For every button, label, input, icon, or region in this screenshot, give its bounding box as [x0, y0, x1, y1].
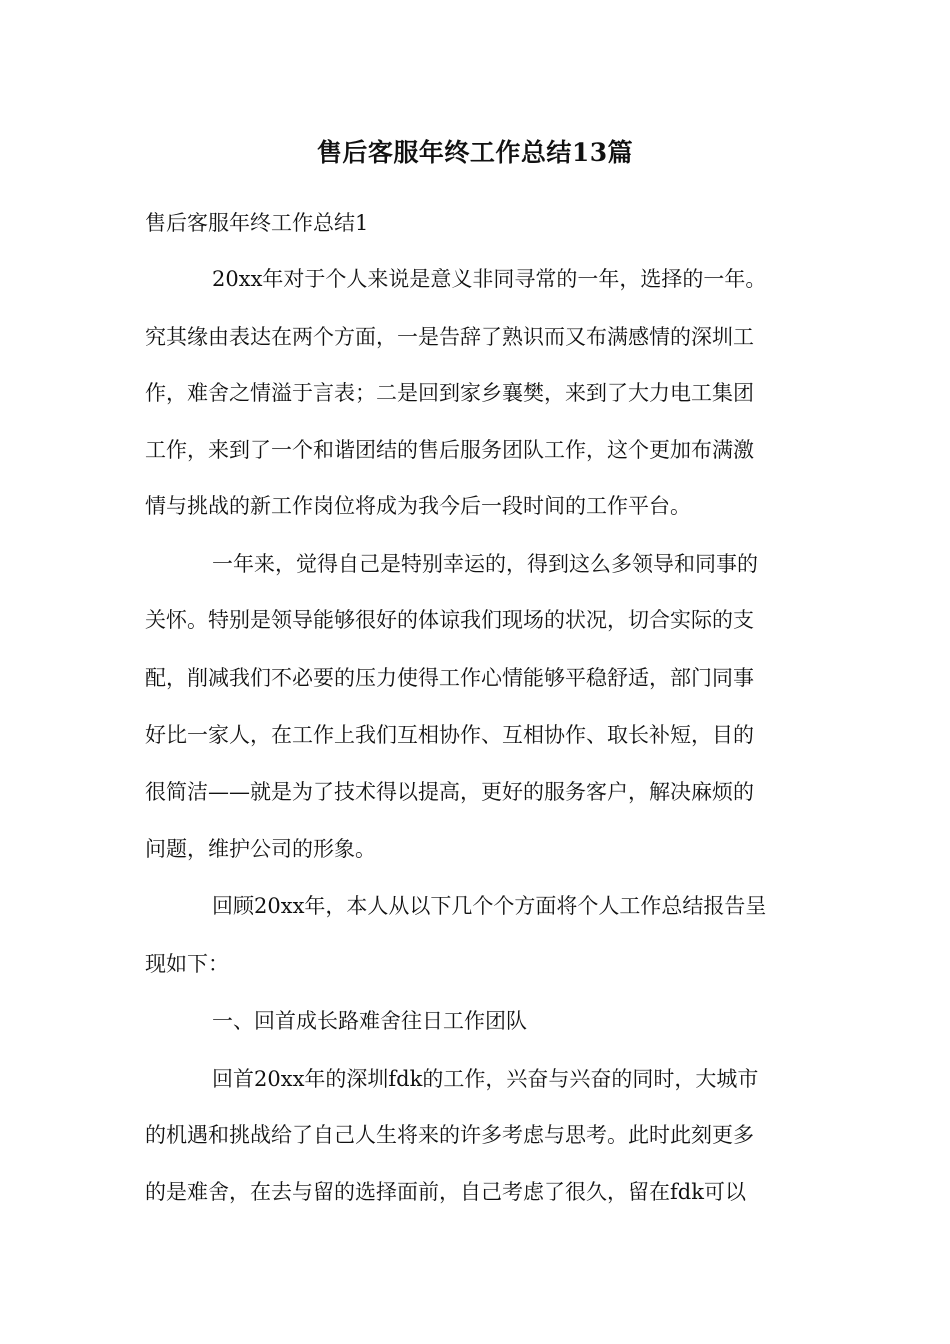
- paragraph-line: 好比一家人，在工作上我们互相协作、互相协作、取长补短，目的: [145, 723, 754, 747]
- paragraph-line: 20xx年对于个人来说是意义非同寻常的一年，选择的一年。: [212, 267, 767, 291]
- paragraph-line: 配，削减我们不必要的压力使得工作心情能够平稳舒适，部门同事: [145, 666, 754, 690]
- paragraph-line: 作，难舍之情溢于言表；二是回到家乡襄樊，来到了大力电工集团: [145, 381, 754, 405]
- paragraph-line: 工作，来到了一个和谐团结的售后服务团队工作，这个更加布满激: [145, 438, 754, 462]
- paragraph-line: 的是难舍，在去与留的选择面前，自己考虑了很久，留在fdk可以: [145, 1180, 746, 1204]
- paragraph-line: 究其缘由表达在两个方面，一是告辞了熟识而又布满感情的深圳工: [145, 325, 754, 349]
- paragraph-line: 一年来，觉得自己是特别幸运的，得到这么多领导和同事的: [212, 552, 758, 576]
- paragraph-line: 现如下：: [145, 952, 229, 976]
- paragraph-line: 关怀。特别是领导能够很好的体谅我们现场的状况，切合实际的支: [145, 608, 754, 632]
- paragraph-line: 的机遇和挑战给了自己人生将来的许多考虑与思考。此时此刻更多: [145, 1123, 754, 1147]
- paragraph-line: 问题，维护公司的形象。: [145, 837, 376, 861]
- section-heading: 售后客服年终工作总结1: [145, 211, 369, 235]
- paragraph-line: 回顾20xx年，本人从以下几个个方面将个人工作总结报告呈: [212, 894, 767, 918]
- document-title: 售后客服年终工作总结13篇: [316, 138, 634, 167]
- paragraph-line: 很简洁——就是为了技术得以提高，更好的服务客户，解决麻烦的: [145, 780, 754, 804]
- paragraph-line: 回首20xx年的深圳fdk的工作，兴奋与兴奋的同时，大城市: [212, 1067, 759, 1091]
- paragraph-line: 情与挑战的新工作岗位将成为我今后一段时间的工作平台。: [145, 494, 691, 518]
- section-subheading: 一、回首成长路难舍往日工作团队: [212, 1009, 527, 1033]
